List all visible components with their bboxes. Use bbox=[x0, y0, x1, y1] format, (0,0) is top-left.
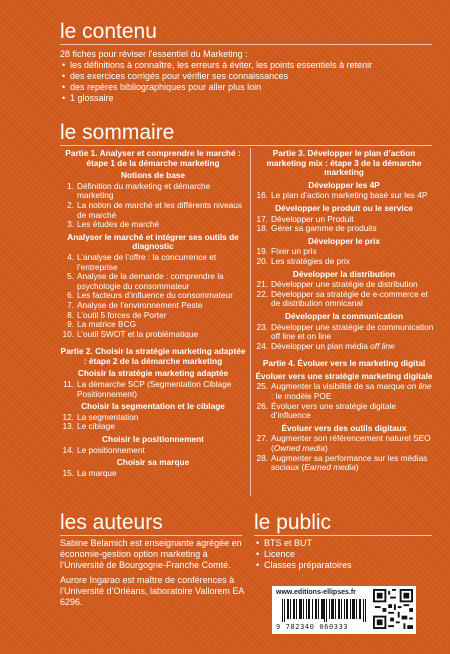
chapter-heading: Choisir sa marque bbox=[116, 457, 190, 468]
contenu-text bbox=[60, 49, 436, 104]
chapter-heading: Développer le produit ou le service bbox=[275, 202, 413, 213]
chapter-heading: Évoluer vers une stratégie marketing digitale bbox=[255, 370, 433, 381]
toc-item[interactable]: 15. La marque bbox=[62, 467, 117, 478]
chapter-heading: Choisir la stratégie marketing adaptée bbox=[77, 368, 229, 379]
toc-item[interactable]: 9. La matrice BCG bbox=[67, 319, 137, 330]
section-title-contenu: le contenu bbox=[60, 20, 157, 43]
toc-item[interactable]: 25. Augmenter la visibilité de sa marque on line : le modèle POE bbox=[256, 381, 432, 402]
section-title-auteurs: les auteurs bbox=[60, 511, 163, 534]
toc-item[interactable]: 11. La démarche SCP (Segmentation Ciblage Positionnement) bbox=[63, 379, 232, 399]
public-text bbox=[254, 538, 432, 571]
divider bbox=[60, 535, 242, 536]
list-item: • Licence bbox=[254, 549, 432, 560]
toc-item[interactable]: 26. Évoluer vers une stratégie digitale d’influence bbox=[256, 400, 396, 421]
toc-item[interactable]: 13. Le ciblage bbox=[62, 421, 115, 432]
part-title: Partie 4. Évoluer vers le marketing digital bbox=[262, 358, 426, 369]
list-item: • Classes préparatoires bbox=[254, 560, 432, 571]
toc-item[interactable]: 19. Fixer un prix bbox=[256, 246, 317, 257]
list-item: • 1 glossaire bbox=[60, 93, 436, 104]
divider bbox=[60, 145, 432, 146]
toc-item[interactable]: 3. Les études de marché bbox=[67, 219, 160, 230]
chapter-heading: Développer le prix bbox=[308, 235, 380, 246]
chapter-heading: Notions de base bbox=[120, 170, 186, 181]
column-divider bbox=[250, 148, 251, 496]
barcode-panel bbox=[272, 586, 416, 634]
chapter-heading: Développer la communication bbox=[284, 310, 404, 321]
toc-item[interactable]: 2. La notion de marché et les différents niveaux de marché bbox=[67, 199, 242, 220]
chapter-heading: Développer les 4P bbox=[308, 179, 380, 190]
toc-item[interactable]: 23. Développer une stratégie de communication off line et on line bbox=[256, 321, 434, 342]
barcode-icon bbox=[282, 599, 368, 622]
toc-item[interactable]: 4. L’analyse de l’offre : la concurrence et l’entreprise bbox=[67, 251, 217, 272]
toc-item[interactable]: 24. Développer un plan média off line bbox=[256, 340, 395, 351]
toc-item[interactable]: 28. Augmenter sa performance sur les médias sociaux (Earned media) bbox=[256, 452, 428, 473]
list-item: • des repères bibliographiques pour aller plus loin bbox=[60, 82, 436, 93]
part-title: Partie 3. Développer le plan d’action marketing mix : étape 3 de la démarche marketing bbox=[266, 148, 422, 178]
list-item: • les définitions à connaître, les erreurs à éviter, les points essentiels à retenir bbox=[60, 60, 436, 71]
toc-item[interactable]: 6. Les facteurs d’influence du consommateur bbox=[67, 290, 233, 301]
section-title-public: le public bbox=[254, 511, 332, 534]
toc-item[interactable]: 16. Le plan d’action marketing basé sur les 4P bbox=[256, 190, 428, 201]
toc-item[interactable]: 12. La segmentation bbox=[62, 411, 139, 422]
toc-item[interactable]: 10. L’outil SWOT et la problématique bbox=[62, 328, 199, 339]
part-title: Partie 1. Analyser et comprendre le marché : étape 1 de la démarche marketing bbox=[65, 148, 241, 168]
author-bio: Aurore Ingarao est maître de conférences à l’Université d’Orléans, laboratoire Vallorem EA 6296. bbox=[60, 575, 244, 607]
auteurs-text bbox=[60, 538, 248, 608]
toc-item[interactable]: 22. Développer sa stratégie de e-commerce et de distribution omnicanal bbox=[256, 288, 428, 309]
toc-item[interactable]: 18. Gérer sa gamme de produits bbox=[256, 223, 377, 234]
toc-item[interactable]: 8. L’outil 5 forces de Porter bbox=[67, 309, 167, 320]
chapter-heading: Développer la distribution bbox=[292, 268, 396, 279]
section-title-sommaire: le sommaire bbox=[60, 121, 175, 144]
toc-item[interactable]: 1. Définition du marketing et démarche marketing bbox=[67, 180, 211, 201]
toc-item[interactable]: 27. Augmenter son référencement naturel SEO (Owned media) bbox=[256, 433, 431, 454]
toc-item[interactable]: 14. Le positionnement bbox=[62, 444, 145, 455]
sommaire-right-column bbox=[254, 149, 434, 473]
qr-code-icon[interactable] bbox=[373, 589, 413, 629]
sommaire-left-column bbox=[60, 149, 246, 478]
chapter-heading: Évoluer vers des outils digitaux bbox=[281, 422, 407, 433]
toc-item[interactable]: 5. Analyse de la demande : comprendre la psychologie du consommateur bbox=[67, 271, 224, 291]
part-title: Partie 2. Choisir la stratégie marketing adaptée : étape 2 de la démarche marketing bbox=[60, 346, 246, 366]
isbn-number: 9 782340 060333 bbox=[276, 623, 349, 631]
contenu-intro: 28 fiches pour réviser l’essentiel du Marketing : bbox=[60, 49, 248, 59]
chapter-heading: Analyser le marché et intégrer ses outils de diagnostic bbox=[67, 231, 239, 252]
toc-item[interactable]: 21. Développer une stratégie de distribution bbox=[256, 279, 418, 290]
chapter-heading: Choisir la segmentation et le ciblage bbox=[81, 401, 225, 412]
author-bio: Sabine Belamich est enseignante agrégée en économie-gestion option marketing à l’Université de Bourgogne-Franche Comté. bbox=[60, 538, 242, 570]
toc-item[interactable]: 7. Analyse de l’environnement Peste bbox=[67, 299, 203, 310]
contenu-list bbox=[60, 60, 436, 104]
divider bbox=[254, 535, 432, 536]
list-item: • BTS et BUT bbox=[254, 538, 432, 549]
toc-item[interactable]: 20. Les stratégies de prix bbox=[256, 255, 350, 266]
toc-item[interactable]: 17. Développer un Produit bbox=[256, 213, 354, 224]
chapter-heading: Choisir le positionnement bbox=[102, 434, 204, 445]
list-item: • des exercices corrigés pour vérifier ses connaissances bbox=[60, 71, 436, 82]
divider bbox=[60, 44, 432, 45]
public-list bbox=[254, 538, 432, 571]
publisher-url[interactable]: www.editions-ellipses.fr bbox=[276, 589, 356, 596]
